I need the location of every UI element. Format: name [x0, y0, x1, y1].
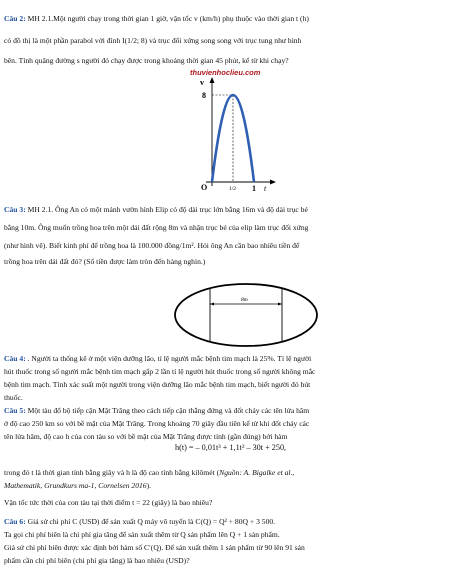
- q5-line6: Vận tốc tức thời của con tàu tại thời điểm t = 22 (giây) là bao nhiêu?: [4, 498, 213, 507]
- ellipse-figure: [172, 280, 320, 350]
- q5-text-5: Mathematik, Grundkurs ma-1, Cornelsen 2016: [4, 481, 147, 490]
- q5-label: Câu 5:: [4, 406, 26, 415]
- q3-label: Câu 3:: [4, 205, 26, 214]
- q5-formula: h(t) = – 0,01t³ + 1,1t² – 30t + 250,: [175, 443, 287, 452]
- q4-line1: [4, 353, 462, 364]
- q3-line1: [4, 204, 462, 215]
- strip-arrow-left-icon: [210, 303, 214, 306]
- q5-line4: [4, 467, 462, 478]
- garden-ellipse: [175, 284, 317, 346]
- watermark: thuvienhoclieu.com: [190, 68, 261, 77]
- q5-line1: [4, 405, 462, 416]
- half-tick-label: 1/2: [229, 186, 237, 192]
- q6-label: Câu 6:: [4, 517, 26, 526]
- q3-text-1: MH 2.1. Ông An có một mảnh vườn hình Elip có độ dài trục lớn bằng 16m và độ dài trục bé: [25, 205, 308, 214]
- q2-line2: có đồ thị là một phần parabol với đỉnh I(1/2; 8) và trục đối xứng song song với trục tung như hình: [4, 36, 302, 45]
- origin-label: O: [201, 183, 208, 192]
- q2-label: Câu 2:: [4, 14, 26, 23]
- q6-line1: [4, 516, 462, 527]
- q5-line2: ở độ cao 250 km so với bề mặt của Mặt Trăng. Trong khoảng 70 giây đầu tiên kể từ khi đốt cháy các: [4, 419, 310, 428]
- q6-line2: Ta gọi chi phí biên là chi phí gia tăng để sản xuất thêm từ Q sản phẩm lên Q + 1 sản phẩm.: [4, 530, 280, 539]
- q2-line1: [4, 13, 462, 24]
- q6-line3: Giả sử chi phí biên được xác định bởi hàm số C′(Q). Để sản xuất thêm 1 sản phẩm từ 90 lên 91 sản: [4, 543, 305, 552]
- q3-line4: trồng hoa trên dải đất đó? (Số tiền được làm tròn đến hàng nghìn.): [4, 257, 206, 266]
- q5-text-1: Một tàu đổ bộ tiếp cận Mặt Trăng theo cách tiếp cận thẳng đứng và đốt cháy các tên lửa hãm: [25, 406, 310, 415]
- velocity-graph: [198, 74, 278, 194]
- one-tick-label: 1: [252, 184, 256, 193]
- q4-line4: thuốc.: [4, 393, 23, 402]
- q4-label: Câu 4:: [4, 354, 26, 363]
- q5-source: Nguồn: A. Bigalke et al.,: [219, 468, 295, 477]
- q5-text-5-end: ).: [146, 481, 152, 490]
- y-arrow-icon: [210, 77, 215, 83]
- q6-line4: phẩm cần chi phí biên (chi phí gia tăng) là bao nhiêu (USD)?: [4, 556, 190, 565]
- q4-line3: bệnh tim mạch. Tính xác suất một người trong viện dưỡng lão mắc bệnh tim mạch, biết người đó hút: [4, 380, 311, 389]
- q5-text-4: trong đó t là thời gian tính bằng giây và h là độ cao tính bằng kilômét (: [4, 468, 220, 477]
- peak-label: 8: [202, 91, 206, 100]
- q2-line3: bên. Tính quãng đường s người đó chạy được trong khoảng thời gian 45 phút, kể từ khi chạy?: [4, 56, 289, 65]
- strip-arrow-right-icon: [278, 303, 282, 306]
- x-arrow-icon: [270, 180, 276, 185]
- q2-text-1: MH 2.1.Một người chạy trong thời gian 1 giờ, vận tốc v (km/h) phụ thuộc vào thời gian t (h): [25, 14, 309, 23]
- q5-line5: [4, 480, 462, 491]
- q6-text-1: Giả sử chi phí C (USD) để sản xuất Q máy vô tuyến là C(Q) = Q² + 80Q + 3 500.: [25, 517, 276, 526]
- q3-line2: bằng 10m. Ông muốn trồng hoa trên một dải đất rộng 8m và nhận trục bé của elip làm trục đối xứng: [4, 223, 309, 232]
- y-axis-label: v: [200, 78, 204, 87]
- strip-label: 8m: [241, 297, 248, 303]
- q5-line3: tên lửa hãm, độ cao h của con tàu so với bề mặt của Mặt Trăng được tính (gần đúng) bởi hàm: [4, 432, 288, 441]
- x-axis-label: t: [264, 184, 267, 193]
- q4-line2: hút thuốc trong số người mắc bệnh tim mạch gấp 2 lần tỉ lệ người hút thuốc trong số người không mắc: [4, 367, 316, 376]
- q4-text-1: . Người ta thống kê ở một viện dưỡng lão, tỉ lệ người mắc bệnh tim mạch là 25%. Tỉ lệ người: [25, 354, 312, 363]
- q3-line3: (như hình vẽ). Biết kinh phí để trồng hoa là 100.000 đồng/1m². Hỏi ông An cần bao nhiêu tiền để: [4, 241, 300, 250]
